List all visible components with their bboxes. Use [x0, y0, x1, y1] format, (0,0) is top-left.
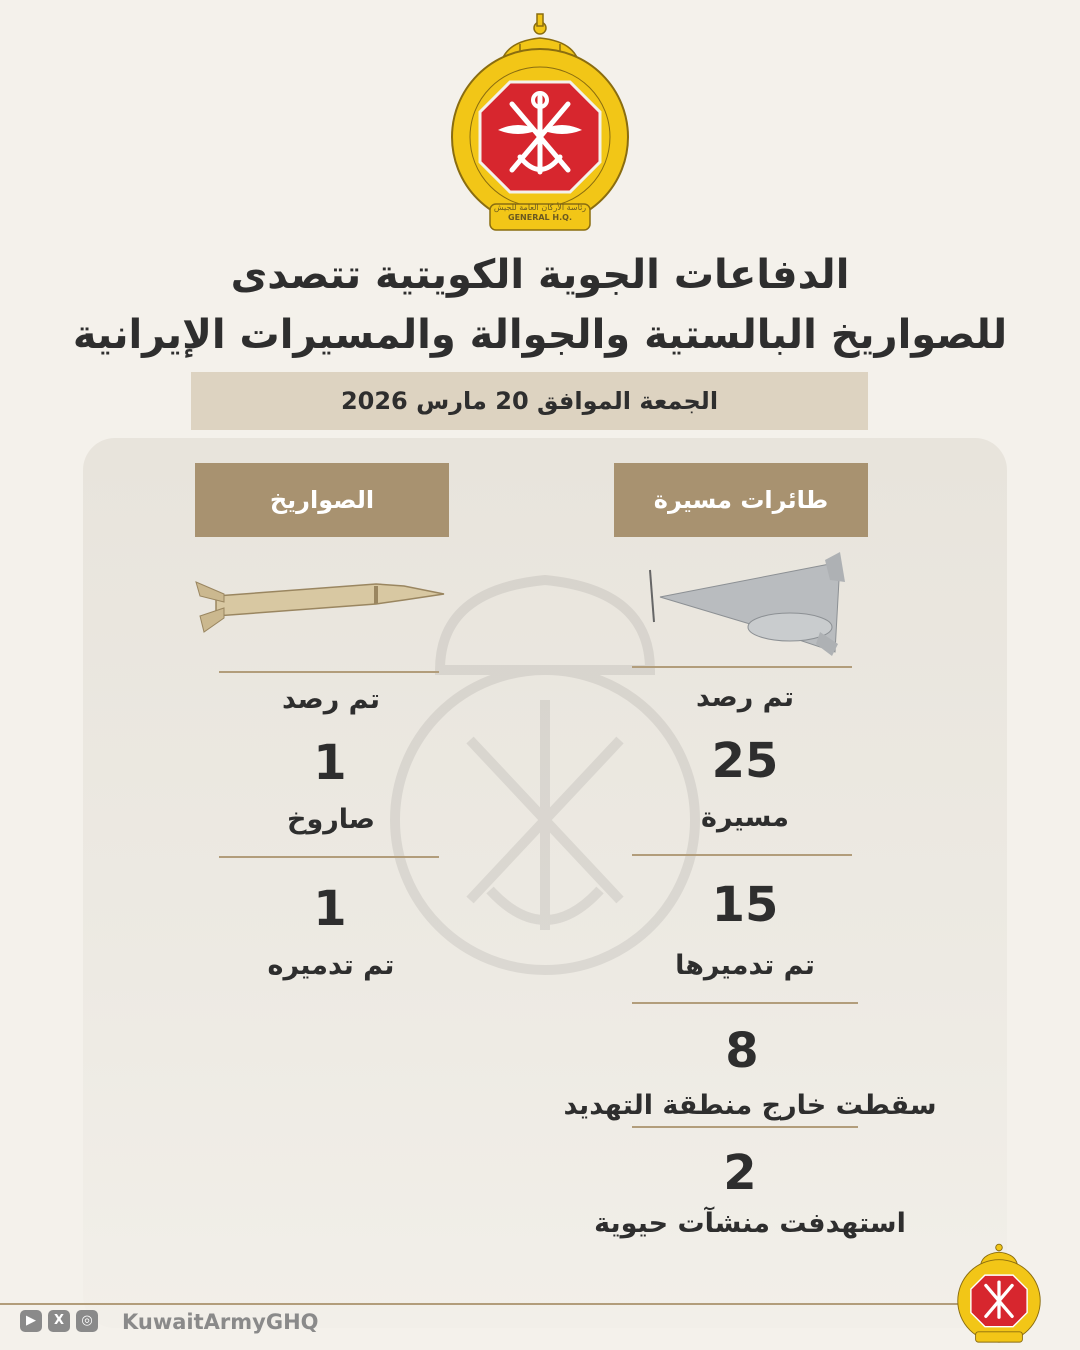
emblem-arabic-text: رئاسة الأركان العامة للجيش — [493, 203, 587, 212]
drones-facilities-value: 2 — [723, 1145, 757, 1201]
drones-divider — [632, 666, 852, 668]
drones-outside-label: سقطت خارج منطقة التهديد — [563, 1090, 937, 1121]
missiles-header: الصواريخ — [195, 463, 449, 537]
title-line-2: للصواريخ البالستية والجوالة والمسيرات الإيرانية — [72, 312, 1008, 358]
drones-outside-value: 8 — [725, 1023, 759, 1079]
general-hq-emblem — [440, 12, 640, 234]
missiles-destroyed-label: تم تدميره — [267, 950, 395, 981]
date-bar: الجمعة الموافق 20 مارس 2026 — [191, 372, 868, 430]
drones-destroyed-label: تم تدميرها — [675, 950, 815, 981]
drones-divider — [632, 1126, 858, 1128]
drones-destroyed-value: 15 — [711, 877, 779, 933]
drones-detected-label: تم رصد — [696, 682, 794, 713]
x-icon[interactable]: X — [48, 1310, 70, 1332]
drones-divider — [632, 854, 852, 856]
missile-image — [186, 574, 448, 638]
missiles-divider — [219, 671, 439, 673]
drones-header: طائرات مسيرة — [614, 463, 868, 537]
drones-detected-unit: مسيرة — [701, 802, 789, 833]
missiles-detected-unit: صاروخ — [286, 804, 375, 835]
missiles-detected-label: تم رصد — [282, 684, 380, 715]
instagram-icon[interactable]: ◎ — [76, 1310, 98, 1332]
drone-image — [640, 552, 850, 662]
emblem-english-text: GENERAL H.Q. — [508, 213, 572, 222]
drones-divider — [632, 1002, 858, 1004]
missiles-destroyed-value: 1 — [313, 881, 347, 937]
missiles-detected-value: 1 — [313, 735, 347, 791]
social-handle[interactable]: KuwaitArmyGHQ — [122, 1310, 319, 1334]
footer-rule — [0, 1303, 958, 1305]
missiles-divider — [219, 856, 439, 858]
title-line-1: الدفاعات الجوية الكويتية تتصدى — [230, 252, 850, 298]
drones-detected-value: 25 — [711, 733, 779, 789]
social-icons — [20, 1310, 98, 1334]
general-hq-emblem-small — [952, 1240, 1046, 1344]
youtube-icon[interactable]: ▶ — [20, 1310, 42, 1332]
drones-facilities-label: استهدفت منشآت حيوية — [594, 1208, 906, 1239]
